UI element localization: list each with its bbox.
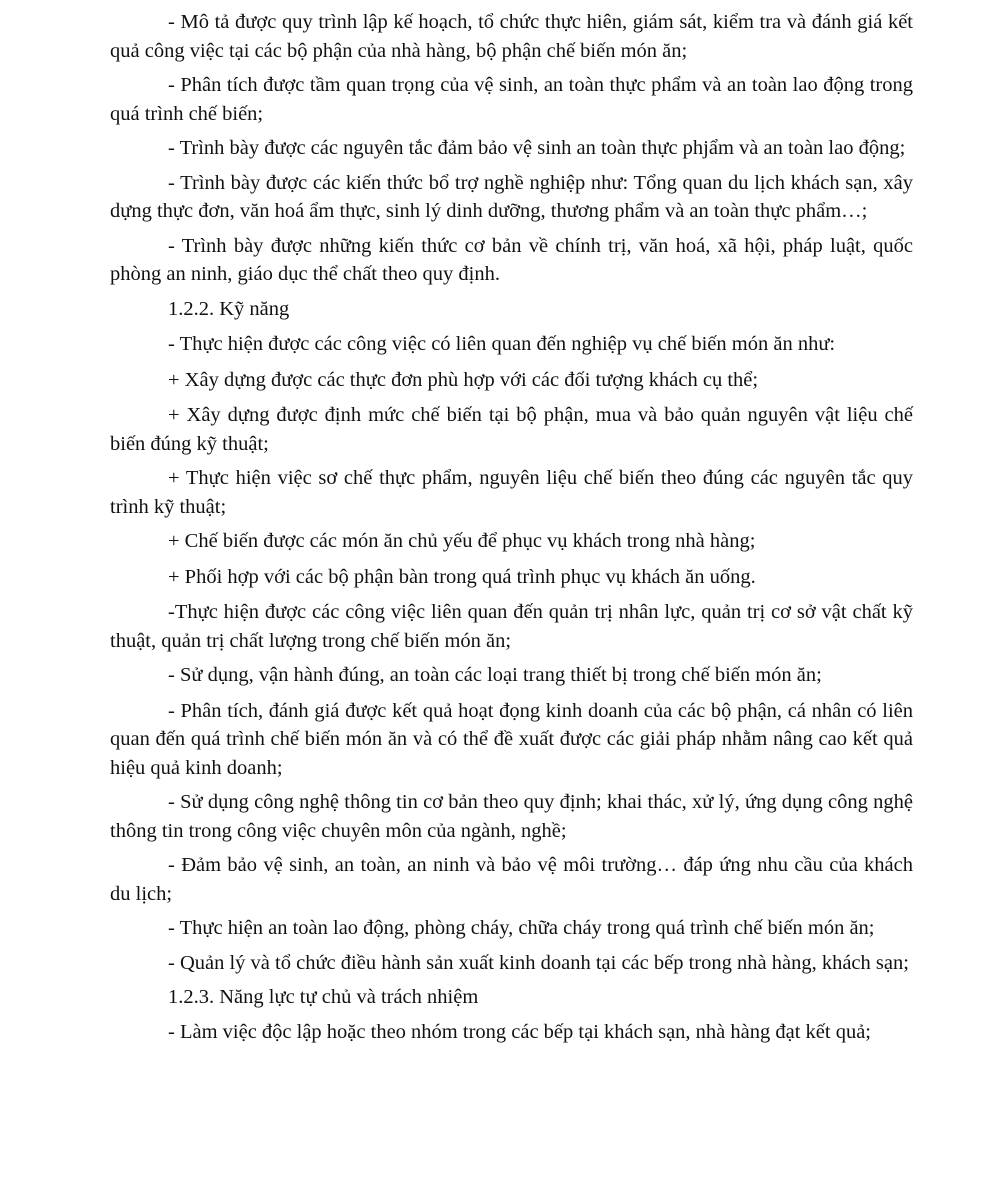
paragraph-management: -Thực hiện được các công việc liên quan đến quản trị nhân lực, quản trị cơ sở vật chất kỹ thuật, quản trị chất lượng trong chế biến món ăn; (110, 601, 913, 652)
paragraph-processing-norms: + Xây dựng được định mức chế biến tại bộ phận, mua và bảo quản nguyên vật liệu chế biến đúng kỹ thuật; (110, 404, 913, 455)
paragraph-kitchen-management: - Quản lý và tổ chức điều hành sản xuất kinh doanh tại các bếp trong nhà hàng, khách sạn; (168, 951, 909, 974)
document-page (110, 8, 913, 1046)
section-heading-skills: 1.2.2. Kỹ năng (168, 297, 290, 320)
section-heading-autonomy: 1.2.3. Năng lực tự chủ và trách nhiệm (168, 986, 479, 1008)
paragraph-main-dishes: + Chế biến được các món ăn chủ yếu để phục vụ khách trong nhà hàng; (168, 530, 756, 552)
paragraph-cooking-tasks: - Thực hiện được các công việc có liên quan đến nghiệp vụ chế biến món ăn như: (168, 333, 836, 355)
paragraph-supporting-knowledge: - Trình bày được các kiến thức bổ trợ nghề nghiệp như: Tổng quan du lịch khách sạn, xây dựng thực đơn, văn hoá ẩm thực, sinh lý dinh dưỡng, thương phẩm và an toàn thực phẩm…; (110, 171, 913, 222)
paragraph-business-analysis: - Phân tích, đánh giá được kết quả hoạt đọng kinh doanh của các bộ phận, cá nhân có liên quan đến quá trình chế biến món ăn và có thể đề xuất được các giải pháp nhằm nâng cao kết quả hiệu quả kinh doanh; (110, 699, 913, 779)
paragraph-information-technology: - Sử dụng công nghệ thông tin cơ bản theo quy định; khai thác, xử lý, ứng dụng công nghệ thông tin trong công việc chuyên môn của ngành, nghề; (110, 791, 913, 842)
paragraph-hygiene-security: - Đảm bảo vệ sinh, an toàn, an ninh và bảo vệ môi trường… đáp ứng nhu cầu của khách du lịch; (110, 854, 913, 905)
paragraph-planning-process: - Mô tả được quy trình lập kế hoạch, tổ chức thực hiên, giám sát, kiểm tra và đánh giá kết quả công việc tại các bộ phận của nhà hàng, bộ phận chế biến món ăn; (110, 11, 913, 62)
paragraph-equipment-use: - Sử dụng, vận hành đúng, an toàn các loại trang thiết bị trong chế biến món ăn; (168, 664, 822, 686)
paragraph-coordination: + Phối hợp với các bộ phận bàn trong quá trình phục vụ khách ăn uống. (168, 565, 756, 588)
paragraph-safety-principles: - Trình bày được các nguyên tắc đảm bảo vệ sinh an toàn thực phjẩm và an toàn lao động; (168, 137, 906, 159)
paragraph-labor-safety: - Thực hiện an toàn lao động, phòng cháy, chữa cháy trong quá trình chế biến món ăn; (168, 917, 875, 939)
paragraph-menu-building: + Xây dựng được các thực đơn phù hợp với các đối tượng khách cụ thể; (168, 368, 759, 391)
paragraph-food-safety-importance: - Phân tích được tầm quan trọng của vệ sinh, an toàn thực phẩm và an toàn lao động trong quá trình chế biến; (110, 74, 913, 125)
paragraph-general-knowledge: - Trình bày được những kiến thức cơ bản về chính trị, văn hoá, xã hội, pháp luật, quốc phòng an ninh, giáo dục thể chất theo quy định. (110, 234, 913, 285)
paragraph-preprocessing: + Thực hiện việc sơ chế thực phẩm, nguyên liệu chế biến theo đúng các nguyên tắc quy trình kỹ thuật; (110, 467, 913, 518)
paragraph-independent-work: - Làm việc độc lập hoặc theo nhóm trong các bếp tại khách sạn, nhà hàng đạt kết quả; (168, 1020, 872, 1043)
